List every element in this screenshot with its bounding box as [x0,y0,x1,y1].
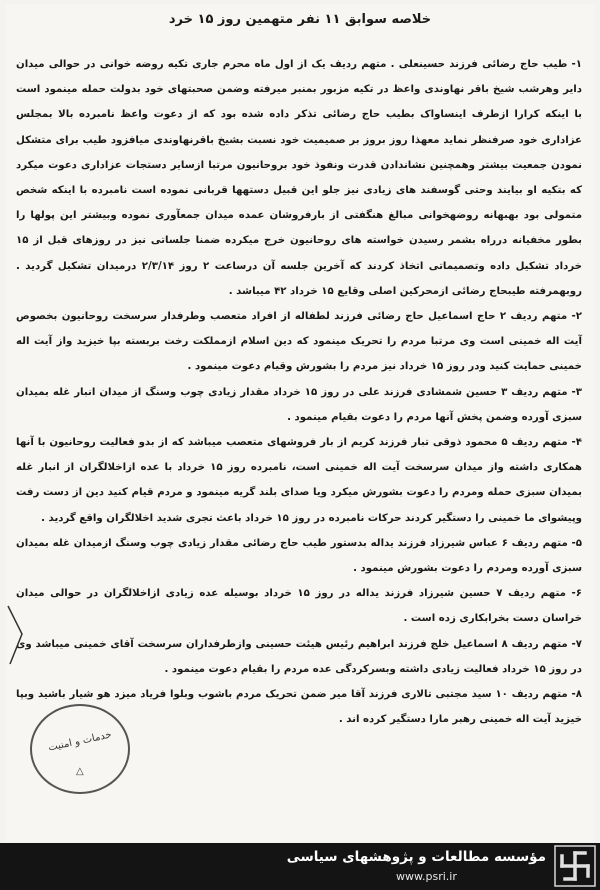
paragraph-3: ۳- متهم ردیف ۳ حسین شمشادی فرزند علی در روز ۱۵ خرداد مقدار زیادی چوب وسنگ از میدان انبار غله بمیدان سبزی آورده وضمن پخش آنها مردم را دعوت بقیام مینمود . [16,386,582,423]
paragraph-2: ۲- متهم ردیف ۲ حاج اسماعیل حاج رضائی فرزند لطفاله از افراد متعصب وطرفدار سرسخت روحانیون بخصوص آیت اله خمینی است وی مرتبا مردم را تحریک مینمود که دین اسلام ازمملکت رخت بربسته بپا خیزید واز آیت اله خمینی حمایت کنید ودر روز ۱۵ خرداد نیز مردم را بشورش وقیام دعوت مینمود . [16,311,582,373]
document-title: خلاصه سوابق ۱۱ نفر متهمین روز ۱۵ خرد [168,12,432,27]
paragraph-7: ۷- متهم ردیف ۸ اسماعیل خلج فرزند ابراهیم رئیس هیئت حسینی وازطرفداران سرسخت آقای خمینی میباشد وی در روز ۱۵ خرداد فعالیت زیادی داشته وبسرکردگی عده مردم را بقیام دعوت مینمود . [16,638,582,675]
paragraph-4: ۴- متهم ردیف ۵ محمود ذوقی تبار فرزند کریم از بار فروشهای متعصب میباشد که از بدو فعالیت روحانیون با آنها همکاری داشته واز میدان سرسخت آیت اله خمینی است، نامبرده روز ۱۵ خرداد با عده ازاخلالگران از انبار غله بمیدان سبزی حمله ومردم را دعوت بشورش میکرد ویا صدای بلند گریه مینمود و مردم قیام کنید دین از دست رفت وپیشوای ما خمینی را دستگیر کردند حرکات نامبرده در روز ۱۵ خرداد باعث تجری شدید اخلالگران واقع گردید . [16,437,582,524]
stamp-seal-text: خدمات و امنیت [47,729,113,754]
margin-mark [6,604,24,674]
paragraph-5: ۵- متهم ردیف ۶ عباس شیرزاد فرزند یداله بدستور طیب حاج رضائی مقدار زیادی چوب وسنگ ازمیدان غله بمیدان سبزی آورده ومردم را دعوت بشورش مینمود . [16,537,583,575]
paragraph-1: ۱- طیب حاج رضائی فرزند حسینعلی . متهم ردیف یک از اول ماه محرم جاری تکیه روضه خوانی در حوالی میدان دایر وهرشب شیخ باقر نهاوندی واعظ در تکیه مزبور بمنبر میرفته وضمن صحبتهای خود بدولت حمله مینمود است با اینکه کرارا ازطرف اینساواک بطیب حاج رضائی تذکر داده شده بود که از دعوت واعظ نامبرده بالا بمجلس عزاداری خود صرفنظر نماید معهذا روز بروز بر صمیمیت خود نسبت بشیخ باقرنهاوندی میافزود طیب برای متشکل نمودن جمعیت بیشتر وهمچنین نشاندادن قدرت ونفوذ خود بروحانیون مرتبا ازسایر دستجات عزاداری دعوت میکرد که بتکیه او بیایند وحتی گوسفند های زیادی نیز جلو این قبیل دستهها قربانی نموده است نامبرده با اینکه شخص متمولی بود بهبهانه روضهخوانی مبالغ هنگفتی از بارفروشان عمده میدان جمعآوری نموده وبیشتر این پولها را بطور مخفیانه درراه بشمر رسیدن خواسته های روحانیون خرج میکرده ضمنا جلساتی نیز در روزهای قبل از ۱۵ خرداد تشکیل داده وتصمیماتی اتخاذ کردند که آخرین جلسه آن درساعت ۲ روز ۲/۳/۱۴ درمیدان تشکیل گردید . روبهمرفته طیبحاج رضائی ازمحرکین اصلی وقایع ۱۵ خرداد ۴۲ میباشد . [16,59,582,297]
footer-url[interactable]: www.psri.ir [396,870,457,883]
paragraph-6: ۶- متهم ردیف ۷ حسین شیرزاد فرزند یداله در روز ۱۵ خرداد بوسیله عده زیادی ازاخلالگران در حوالی میدان خراسان دست بخرابکاری زده است . [16,588,582,625]
document-page [6,4,594,842]
document-body [16,52,582,732]
paragraph-8: ۸- متهم ردیف ۱۰ سید مجتبی تالاری فرزند آقا میر ضمن تحریک مردم باشوب وبلوا فریاد میزد هو شیار باشید وبپا خیزید آیت اله خمینی رهبر مارا دستگیر کرده اند . [16,689,582,726]
footer-org-name: مؤسسه مطالعات و پژوهشهای سیاسی [286,849,546,865]
stamp-seal [30,704,130,794]
stamp-seal-mark: △ [76,766,84,777]
footer-banner [0,843,600,890]
swastika-logo-icon [554,845,596,887]
